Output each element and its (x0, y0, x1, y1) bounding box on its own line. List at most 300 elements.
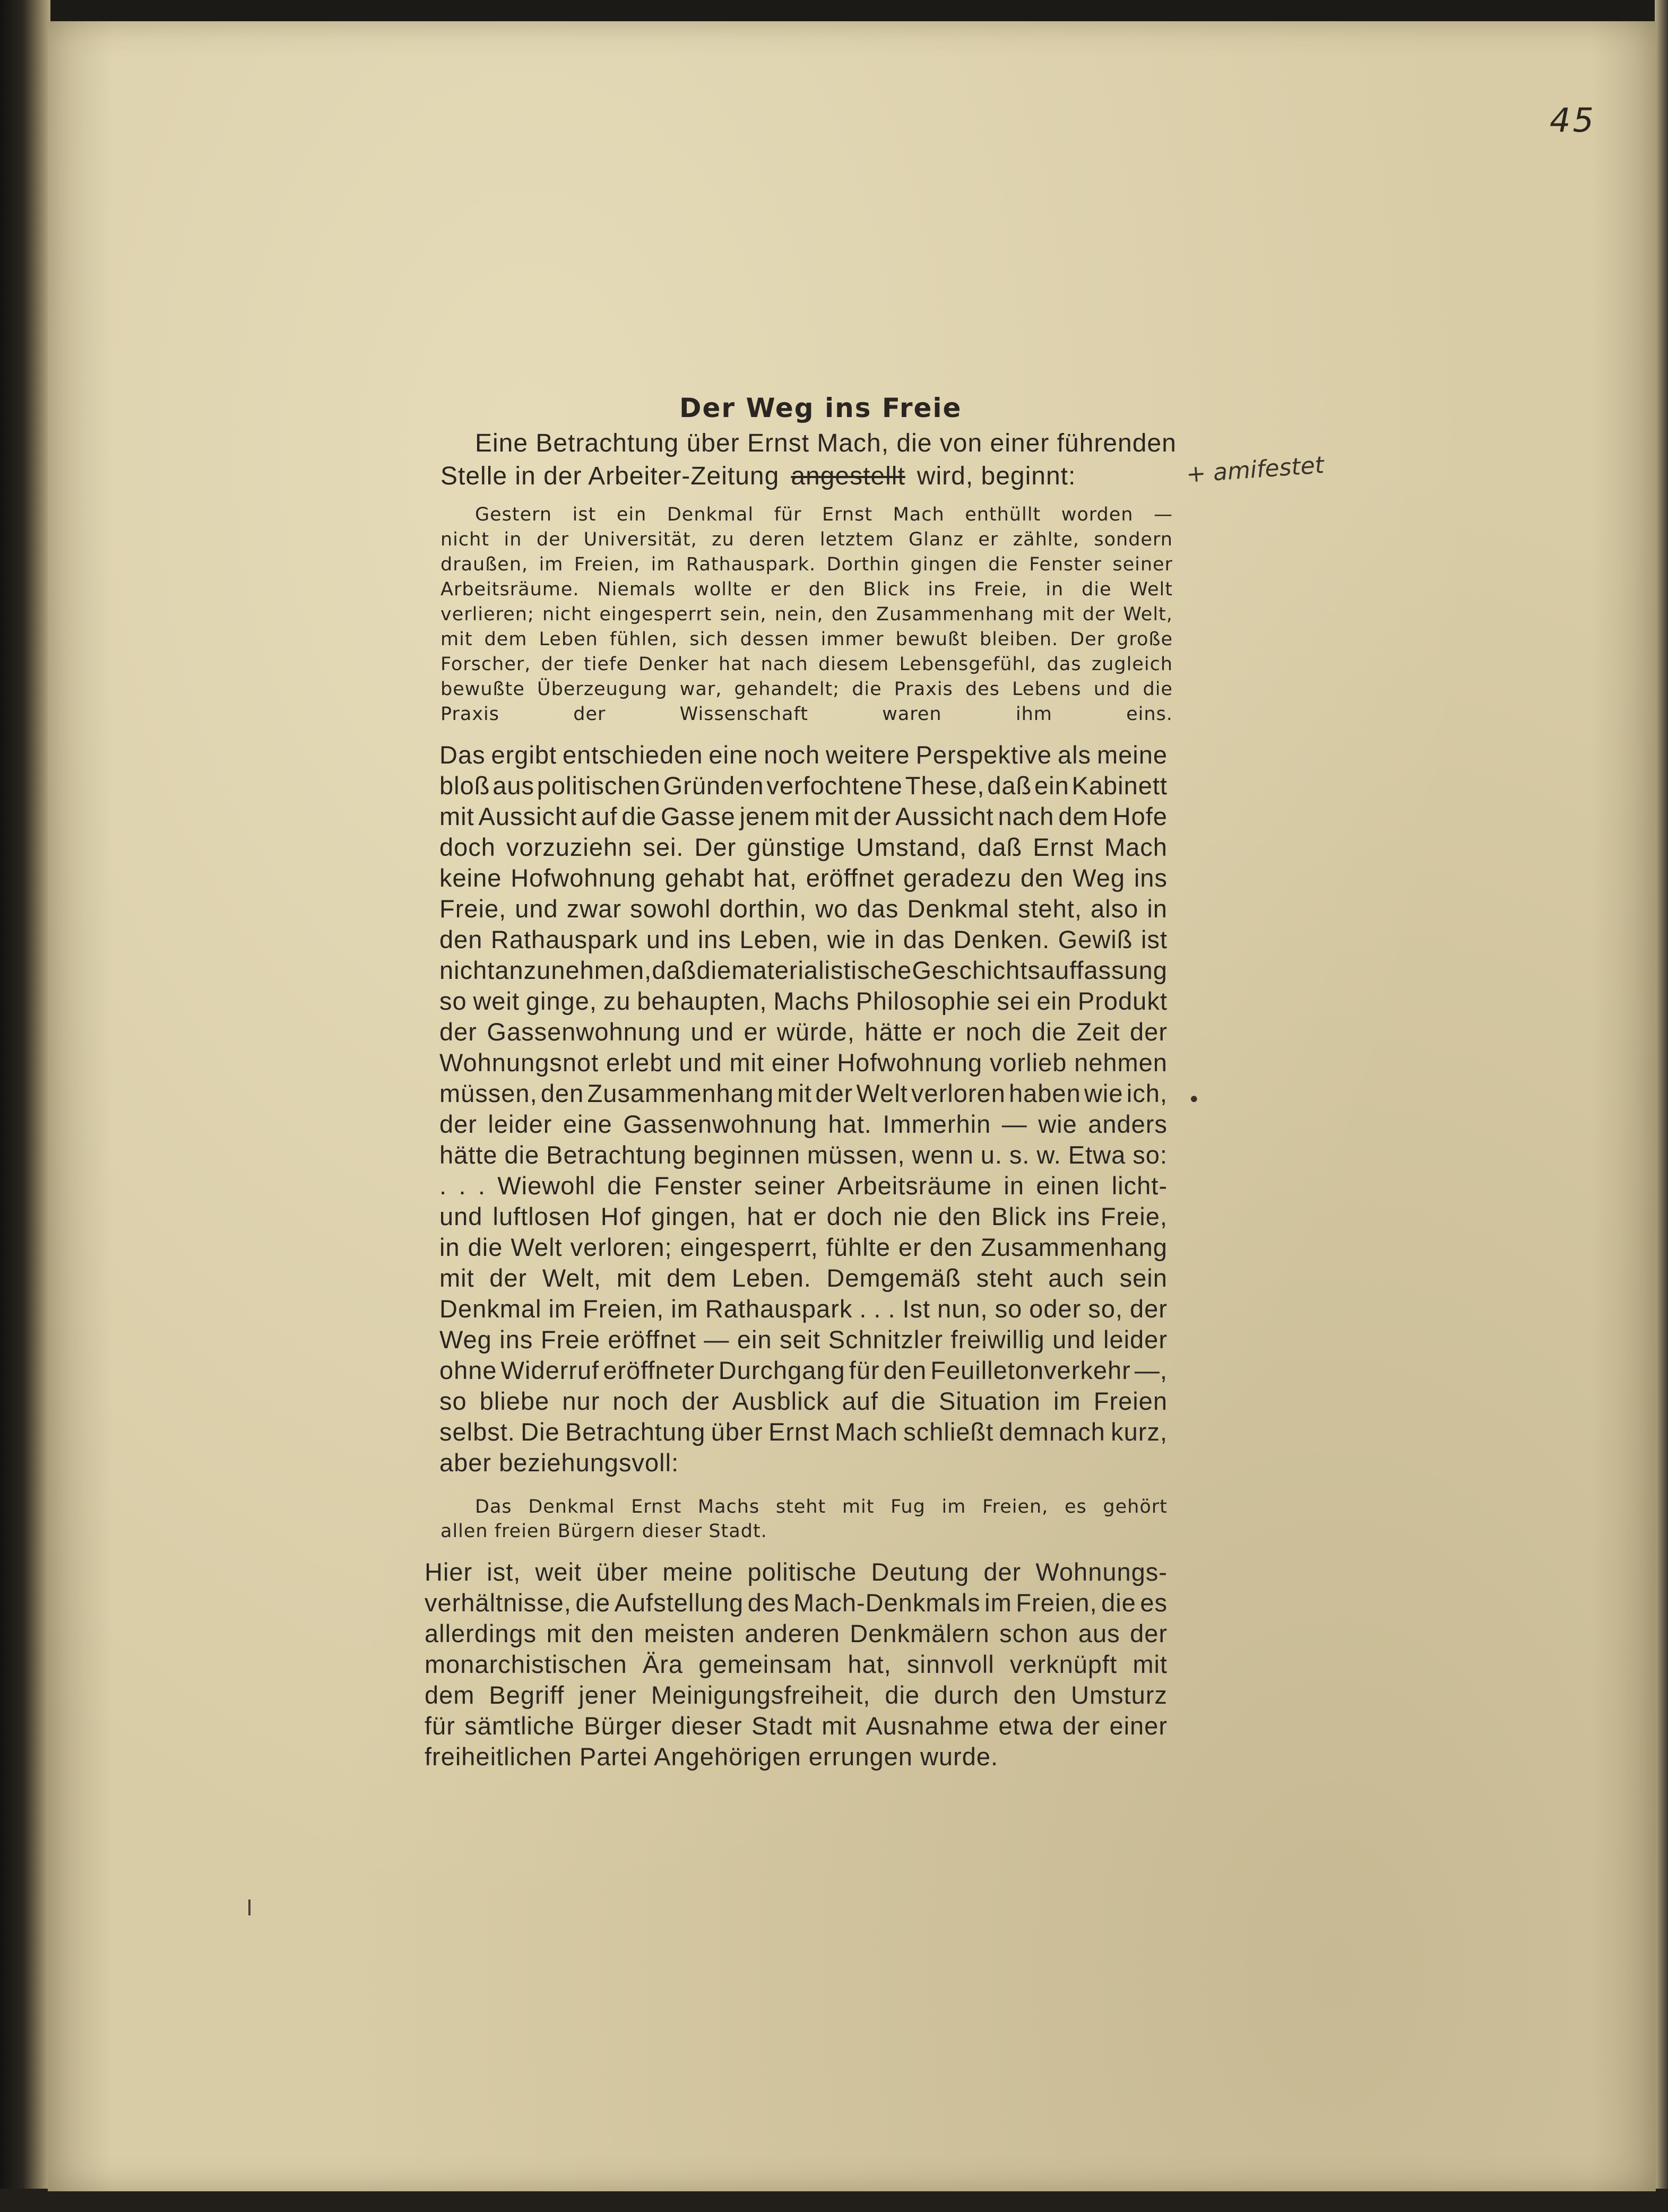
word: Freien, (574, 554, 641, 575)
word: war, (679, 679, 722, 700)
word: der (1130, 1619, 1168, 1647)
word: mit (1133, 1650, 1168, 1678)
word: wenn (912, 1141, 974, 1169)
word: ich, (1126, 1079, 1168, 1107)
word: ein (1036, 987, 1072, 1015)
word: Leben. (732, 1264, 811, 1292)
quote-line (440, 654, 1173, 675)
word: die (1101, 1589, 1136, 1617)
word: er (793, 1202, 817, 1230)
word: Das (439, 741, 486, 769)
word: Ernst (631, 1496, 682, 1517)
word: daß (652, 956, 697, 984)
word: politischen (537, 771, 661, 800)
word: gingen, (651, 1202, 737, 1230)
word: entschieden (563, 741, 703, 769)
word: zugleich (1091, 654, 1173, 675)
word: Wohnungsnot (439, 1048, 599, 1077)
word: Stadt (751, 1712, 813, 1740)
word: Freie (540, 1325, 600, 1354)
word: in (1045, 579, 1064, 600)
word: — (704, 1325, 730, 1354)
word: Produkt (1077, 987, 1168, 1015)
word: — (1153, 504, 1173, 525)
word: er (770, 579, 791, 600)
word: sei. (643, 833, 684, 861)
word: —, (1134, 1356, 1168, 1384)
word: die (575, 1589, 611, 1617)
word: enthüllt (965, 504, 1041, 525)
word: Gewiß (1058, 925, 1133, 953)
word: . (888, 1295, 896, 1323)
word: Betrachtung (565, 1418, 706, 1446)
word: Meinigungsfreiheit, (651, 1681, 871, 1709)
word: mit (439, 802, 474, 830)
word: einen (1036, 1172, 1100, 1200)
word: Rathauspark (490, 925, 638, 953)
word: fühlte (826, 1233, 891, 1261)
word: ginge, (525, 987, 597, 1015)
word: für (774, 504, 802, 525)
word: meine (662, 1558, 733, 1586)
word: das (1047, 654, 1082, 675)
quote-line (440, 604, 1173, 625)
word: sinnvoll (906, 1650, 995, 1678)
word: zählte, (1013, 529, 1079, 550)
word: in (504, 529, 522, 550)
word: worden (1061, 504, 1134, 525)
quote-line (440, 704, 1173, 725)
word: Wohnungs- (1035, 1558, 1168, 1586)
intro-line-1 (475, 429, 1178, 458)
word: Leben (539, 629, 598, 650)
word: dorthin, (719, 895, 807, 923)
word: den (808, 579, 845, 600)
word: Hofwohnung (837, 1048, 983, 1077)
word: Ausblick (732, 1387, 829, 1415)
quote-line (440, 679, 1173, 700)
word: w. (1036, 1141, 1061, 1169)
word: den (938, 1202, 982, 1230)
word: sich (689, 629, 729, 650)
intro-line-1-text: Eine Betrachtung über Ernst Mach, die von einer führenden (475, 429, 1177, 457)
word: ohne (439, 1356, 497, 1384)
handwritten-page-number: 45 (1550, 101, 1596, 140)
body-line (439, 832, 1168, 862)
word: also (1091, 895, 1139, 923)
word: aus (1078, 1619, 1120, 1647)
word: sein, (720, 604, 767, 625)
word: Hofe (1112, 802, 1168, 830)
word: den (591, 1619, 635, 1647)
word: so (995, 1295, 1023, 1323)
word: und (690, 1018, 734, 1046)
word: haben (1009, 1079, 1081, 1107)
word: in (874, 925, 895, 953)
body-line (439, 925, 1168, 954)
quote2-line: allen freien Bürgern dieser Stadt. (440, 1521, 767, 1542)
word: den (1020, 864, 1064, 892)
word: Welt (511, 1233, 563, 1261)
word: demnach (999, 1418, 1105, 1446)
word: Arbeitsräume (837, 1172, 992, 1200)
word: müssen, (439, 1079, 538, 1107)
word: Feuilletonverkehr (930, 1356, 1131, 1384)
word: gemeinsam (698, 1650, 833, 1678)
word: er (932, 1018, 956, 1046)
word: nach (760, 654, 808, 675)
word: im (984, 1589, 1012, 1617)
word: selbst. (439, 1418, 515, 1446)
word: schließt (903, 1418, 994, 1446)
word: den (831, 604, 868, 625)
word: vorlieb (989, 1048, 1067, 1077)
word: jenem (739, 802, 810, 830)
word: draußen, (440, 554, 529, 575)
word: Der (1070, 629, 1105, 650)
body-line (439, 1325, 1168, 1354)
body-line (439, 1386, 1168, 1416)
word: beginnen (693, 1141, 800, 1169)
word: hat, (848, 1650, 892, 1678)
word: wie (1038, 1110, 1077, 1138)
page-title: Der Weg ins Freie (679, 393, 962, 423)
body-line (439, 1233, 1168, 1262)
word: verknüpft (1009, 1650, 1118, 1678)
word: im (548, 1295, 576, 1323)
word: sowohl (630, 895, 711, 923)
body-line (439, 1202, 1168, 1231)
body2-line (425, 1711, 1168, 1740)
word: mit (814, 802, 850, 830)
word: anders (1088, 1110, 1168, 1138)
body-line (439, 1171, 1168, 1200)
word: Fenster (1029, 554, 1102, 575)
word: hat. (828, 1110, 872, 1138)
word: in (1147, 895, 1168, 923)
word: waren (882, 704, 942, 725)
word: verloren; (570, 1233, 672, 1261)
word: Machs (697, 1496, 760, 1517)
word: Gassenwohnung (487, 1018, 681, 1046)
word: es (1064, 1496, 1087, 1517)
word: nun, (937, 1295, 988, 1323)
body-line (439, 986, 1168, 1016)
word: die (852, 679, 882, 700)
word: Hof (600, 1202, 641, 1230)
quote-line (440, 554, 1173, 575)
word: Welt (856, 1079, 908, 1107)
word: Freien (1093, 1387, 1168, 1415)
word: hätte (865, 1018, 923, 1046)
word: Machs (773, 987, 850, 1015)
word: dieser (671, 1712, 742, 1740)
word: sein (1119, 1264, 1168, 1292)
word: Widerruf (500, 1356, 600, 1384)
word: seit (780, 1325, 821, 1354)
word: der (853, 802, 892, 830)
word: Lebens (1012, 679, 1082, 700)
word: monarchistischen (425, 1650, 627, 1678)
word: Zeit (1076, 1018, 1120, 1046)
word: Durchgang (718, 1356, 845, 1384)
word: Situation (938, 1387, 1041, 1415)
word: Ära (642, 1650, 684, 1678)
word: Freie, (439, 895, 507, 923)
word: und (679, 1048, 722, 1077)
word: den (1013, 1681, 1057, 1709)
word: Aussicht (895, 802, 994, 830)
word: wie (1084, 1079, 1123, 1107)
word: diesem (818, 654, 889, 675)
word: den (929, 1233, 973, 1261)
word: steht (976, 1264, 1033, 1292)
word: große (1117, 629, 1173, 650)
intro-line-2 (440, 462, 1076, 491)
word: . (874, 1295, 881, 1323)
body-line (439, 1109, 1168, 1139)
word: fühlen, (609, 629, 678, 650)
word: . (478, 1172, 486, 1200)
word: ins (928, 579, 956, 600)
word: Praxis (894, 679, 953, 700)
word: und (1093, 679, 1131, 700)
word: nicht (439, 956, 495, 984)
word: Blick (991, 1202, 1047, 1230)
word: steht (775, 1496, 826, 1517)
word: mit (729, 1048, 765, 1077)
margin-mark: • (1188, 1088, 1200, 1112)
word: mit (616, 1264, 652, 1292)
word: die (1032, 1018, 1067, 1046)
body-line: aber beziehungsvoll: (439, 1448, 679, 1477)
word: Denker (638, 654, 708, 675)
body-line (439, 1263, 1168, 1292)
word: allerdings (425, 1619, 537, 1647)
word: Welt, (542, 1264, 602, 1292)
word: Universität, (583, 529, 697, 550)
body2-line (425, 1680, 1168, 1710)
word: die (1082, 579, 1112, 600)
word: Umsturz (1070, 1681, 1168, 1709)
word: Ernst (822, 504, 873, 525)
body-line (439, 740, 1168, 769)
quote-line (440, 529, 1173, 550)
word: er (744, 1018, 767, 1046)
word: geradezu (903, 864, 1012, 892)
word: gingen (910, 554, 978, 575)
word: der (536, 529, 569, 550)
word: mit (842, 1496, 875, 1517)
word: auf (842, 1387, 878, 1415)
word: seiner (1112, 554, 1173, 575)
word: Weg (439, 1325, 492, 1354)
word: Gassenwohnung (623, 1110, 817, 1138)
word: die (885, 1681, 920, 1709)
word: leider (488, 1110, 552, 1138)
word: Freien, (583, 1295, 664, 1323)
word: im (539, 554, 564, 575)
word: s. (1009, 1141, 1030, 1169)
word: im (651, 554, 676, 575)
word: Betrachtung (546, 1141, 687, 1169)
word: der (681, 1387, 720, 1415)
word: zwar (566, 895, 621, 923)
word: gehabt (664, 864, 745, 892)
word: — (1001, 1110, 1027, 1138)
word: Denkmal (907, 895, 1009, 923)
word: schon (999, 1619, 1069, 1647)
word: Aufstellung (614, 1589, 744, 1617)
body-line (439, 1048, 1168, 1077)
word: jener (578, 1681, 637, 1709)
word: verfochtene (766, 771, 903, 800)
word: des (965, 679, 1000, 700)
word: der (573, 704, 606, 725)
word: dessen (740, 629, 809, 650)
word: seiner (754, 1172, 826, 1200)
margin-tick-mark (248, 1899, 250, 1915)
word: den (883, 1356, 927, 1384)
word: Demgemäß (826, 1264, 961, 1292)
word: günstige (747, 833, 845, 861)
word: der (1130, 1018, 1168, 1046)
word: Wiewohl (497, 1172, 595, 1200)
word: des (747, 1589, 790, 1617)
word: Hofwohnung (511, 864, 656, 892)
word: er (978, 529, 999, 550)
word: eröffnet (608, 1325, 696, 1354)
word: erlebt (606, 1048, 672, 1077)
word: Lebensgefühl, (899, 654, 1037, 675)
word: den (540, 1079, 584, 1107)
word: dem (666, 1264, 717, 1292)
word: Zusammenhang (587, 1079, 774, 1107)
word: Mach (893, 504, 945, 525)
word: mit (822, 1712, 857, 1740)
word: müssen, (807, 1141, 905, 1169)
word: Ernst (1033, 833, 1094, 861)
word: Denkmal (439, 1295, 542, 1323)
word: oder (1029, 1295, 1082, 1323)
word: mit (1042, 604, 1075, 625)
word: noch (764, 741, 820, 769)
word: deren (749, 529, 806, 550)
word: der (1062, 1712, 1101, 1740)
word: nie (893, 1202, 928, 1230)
word: politische (747, 1558, 857, 1586)
word: keine (439, 864, 502, 892)
word: Zusammenhang (981, 1233, 1168, 1261)
quote2-line (475, 1496, 1168, 1517)
word: Praxis (440, 704, 499, 725)
word: mit (546, 1619, 582, 1647)
body-line (439, 1140, 1168, 1169)
word: Freie, (974, 579, 1028, 600)
word: hat, (753, 864, 797, 892)
word: er (898, 1233, 922, 1261)
word: und (646, 925, 690, 953)
word: einer (1109, 1712, 1168, 1740)
word: Deutung (871, 1558, 970, 1586)
word: den (439, 925, 483, 953)
body-line (439, 1356, 1168, 1385)
word: anzunehmen, (495, 956, 652, 984)
body-line (439, 894, 1168, 923)
word: eröffneter (603, 1356, 715, 1384)
quote-line (440, 579, 1173, 600)
word: mit (439, 1264, 474, 1292)
word: wollte (694, 579, 753, 600)
word: weitere (826, 741, 910, 769)
word: Perspektive (915, 741, 1052, 769)
word: weit (473, 987, 520, 1015)
word: ins (1057, 1202, 1091, 1230)
word: Blick (863, 579, 910, 600)
word: der (1129, 1295, 1168, 1323)
word: daß (987, 771, 1032, 800)
word: ins (1134, 864, 1168, 892)
word: bewußt (895, 629, 968, 650)
word: Gründen (663, 771, 764, 800)
intro-line-2-start: Stelle in der Arbeiter-Zeitung (440, 462, 780, 490)
word: freiwillig (950, 1325, 1045, 1354)
word: Freien, (982, 1496, 1049, 1517)
word: hat (747, 1202, 783, 1230)
book-binding-edge (0, 0, 50, 2212)
word: nehmen (1074, 1048, 1168, 1077)
word: ergibt (491, 741, 557, 769)
word: Etwa (1068, 1141, 1126, 1169)
word: Das (475, 1496, 512, 1517)
word: Mach (1104, 833, 1168, 861)
word: Ernst (768, 1418, 829, 1446)
word: ins (697, 925, 731, 953)
word: Bürger (584, 1712, 662, 1740)
word: nicht (440, 529, 490, 550)
word: These, (905, 771, 985, 800)
word: verlieren; (440, 604, 534, 625)
word: Der (694, 833, 737, 861)
word: in (1004, 1172, 1024, 1200)
word: ein (737, 1325, 772, 1354)
word: meine (1096, 741, 1168, 769)
body-line (439, 771, 1168, 800)
word: gehört (1103, 1496, 1168, 1517)
word: Freie, (1100, 1202, 1168, 1230)
word: mit (440, 629, 473, 650)
word: der (439, 1018, 477, 1046)
word: und (439, 1202, 483, 1230)
word: noch (965, 1018, 1022, 1046)
handwritten-margin-note: + amifestet (1185, 451, 1325, 489)
word: Denkmälern (850, 1619, 990, 1647)
word: die (696, 956, 732, 984)
word: . (459, 1172, 466, 1200)
word: der (439, 1110, 477, 1138)
word: gehandelt; (734, 679, 840, 700)
word: mit (777, 1079, 813, 1107)
body2-line: freiheitlichen Partei Angehörigen errungen wurde. (425, 1742, 999, 1771)
word: . (859, 1295, 867, 1323)
word: eingesperrt (599, 604, 712, 625)
body-line (439, 1079, 1168, 1108)
word: der (983, 1558, 1022, 1586)
word: sämtliche (464, 1712, 575, 1740)
word: doch (439, 833, 496, 861)
word: Zusammenhang (876, 604, 1034, 625)
word: eröffnet (806, 864, 895, 892)
